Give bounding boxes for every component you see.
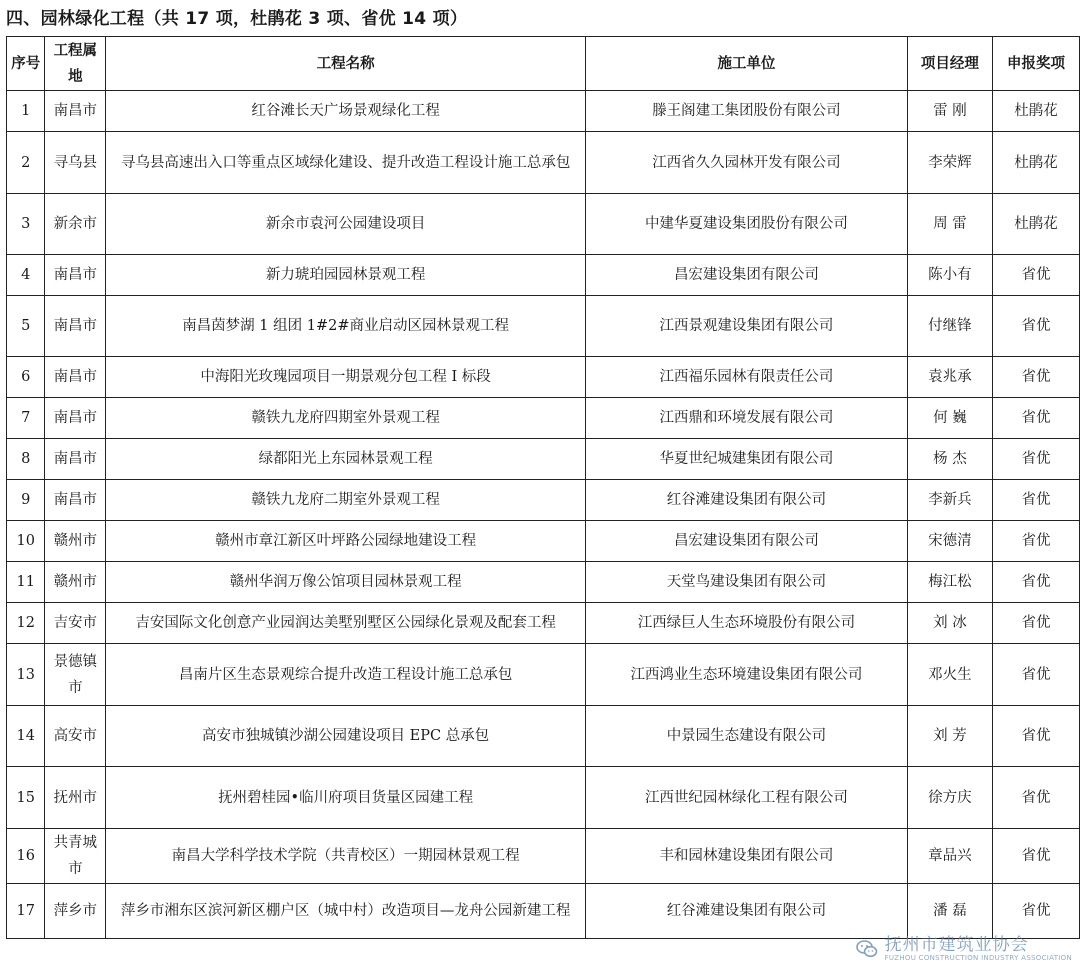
cell-unit: 江西绿巨人生态环境股份有限公司 — [586, 603, 908, 644]
cell-no: 12 — [7, 603, 45, 644]
table-row — [7, 194, 1080, 255]
cell-no: 1 — [7, 91, 45, 132]
cell-manager: 付继锋 — [907, 296, 992, 357]
cell-no: 5 — [7, 296, 45, 357]
cell-manager: 宋德清 — [907, 521, 992, 562]
cell-award: 省优 — [992, 521, 1079, 562]
cell-manager: 刘 芳 — [907, 706, 992, 767]
cell-name: 新余市袁河公园建设项目 — [106, 194, 586, 255]
table-row — [7, 439, 1080, 480]
header-location: 工程属地 — [45, 37, 106, 91]
cell-no: 3 — [7, 194, 45, 255]
cell-manager: 潘 磊 — [907, 884, 992, 939]
cell-name: 绿都阳光上东园林景观工程 — [106, 439, 586, 480]
cell-name: 抚州碧桂园•临川府项目货量区园建工程 — [106, 767, 586, 829]
cell-name: 南昌大学科学技术学院（共青校区）一期园林景观工程 — [106, 829, 586, 884]
cell-no: 17 — [7, 884, 45, 939]
cell-unit: 滕王阁建工集团股份有限公司 — [586, 91, 908, 132]
cell-location: 南昌市 — [45, 480, 106, 521]
watermark-text: 抚州市建筑业协会 — [884, 935, 1029, 955]
cell-location: 南昌市 — [45, 357, 106, 398]
cell-award: 省优 — [992, 562, 1079, 603]
cell-award: 省优 — [992, 480, 1079, 521]
cell-unit: 红谷滩建设集团有限公司 — [586, 480, 908, 521]
cell-unit: 昌宏建设集团有限公司 — [586, 255, 908, 296]
watermark-subtext: FUZHOU CONSTRUCTION INDUSTRY ASSOCIATION — [884, 954, 1072, 962]
cell-name: 新力琥珀园园林景观工程 — [106, 255, 586, 296]
cell-manager: 章品兴 — [907, 829, 992, 884]
cell-manager: 徐方庆 — [907, 767, 992, 829]
cell-unit: 江西世纪园林绿化工程有限公司 — [586, 767, 908, 829]
cell-award: 杜鹃花 — [992, 194, 1079, 255]
cell-unit: 天堂鸟建设集团有限公司 — [586, 562, 908, 603]
cell-unit: 中建华夏建设集团股份有限公司 — [586, 194, 908, 255]
cell-manager: 陈小有 — [907, 255, 992, 296]
cell-unit: 江西省久久园林开发有限公司 — [586, 132, 908, 194]
cell-location: 萍乡市 — [45, 884, 106, 939]
cell-award: 省优 — [992, 829, 1079, 884]
table-row — [7, 706, 1080, 767]
cell-unit: 江西鸿业生态环境建设集团有限公司 — [586, 644, 908, 706]
cell-manager: 何 巍 — [907, 398, 992, 439]
cell-no: 9 — [7, 480, 45, 521]
cell-award: 省优 — [992, 884, 1079, 939]
cell-location: 高安市 — [45, 706, 106, 767]
cell-name: 红谷滩长天广场景观绿化工程 — [106, 91, 586, 132]
table-row — [7, 644, 1080, 706]
cell-manager: 邓火生 — [907, 644, 992, 706]
header-unit: 施工单位 — [586, 37, 908, 91]
table-row — [7, 132, 1080, 194]
cell-name: 赣铁九龙府四期室外景观工程 — [106, 398, 586, 439]
table-header-row — [7, 37, 1080, 91]
cell-award: 省优 — [992, 255, 1079, 296]
table-row — [7, 829, 1080, 884]
cell-award: 省优 — [992, 767, 1079, 829]
table-row — [7, 480, 1080, 521]
cell-manager: 刘 冰 — [907, 603, 992, 644]
cell-location: 抚州市 — [45, 767, 106, 829]
cell-name: 寻乌县高速出入口等重点区域绿化建设、提升改造工程设计施工总承包 — [106, 132, 586, 194]
table-body — [7, 91, 1080, 939]
cell-location: 景德镇市 — [45, 644, 106, 706]
cell-name: 吉安国际文化创意产业园润达美墅别墅区公园绿化景观及配套工程 — [106, 603, 586, 644]
cell-location: 南昌市 — [45, 255, 106, 296]
cell-unit: 江西景观建设集团有限公司 — [586, 296, 908, 357]
cell-no: 16 — [7, 829, 45, 884]
header-manager: 项目经理 — [907, 37, 992, 91]
cell-no: 6 — [7, 357, 45, 398]
cell-name: 赣州市章江新区叶坪路公园绿地建设工程 — [106, 521, 586, 562]
cell-location: 南昌市 — [45, 439, 106, 480]
cell-location: 赣州市 — [45, 562, 106, 603]
cell-award: 省优 — [992, 706, 1079, 767]
table-row — [7, 884, 1080, 939]
table-row — [7, 767, 1080, 829]
cell-unit: 江西鼎和环境发展有限公司 — [586, 398, 908, 439]
cell-location: 赣州市 — [45, 521, 106, 562]
table-row — [7, 296, 1080, 357]
cell-manager: 李荣辉 — [907, 132, 992, 194]
header-no: 序号 — [7, 37, 45, 91]
cell-unit: 江西福乐园林有限责任公司 — [586, 357, 908, 398]
cell-no: 14 — [7, 706, 45, 767]
table-row — [7, 255, 1080, 296]
cell-manager: 梅江松 — [907, 562, 992, 603]
cell-no: 13 — [7, 644, 45, 706]
cell-no: 2 — [7, 132, 45, 194]
cell-no: 15 — [7, 767, 45, 829]
cell-name: 赣铁九龙府二期室外景观工程 — [106, 480, 586, 521]
cell-unit: 红谷滩建设集团有限公司 — [586, 884, 908, 939]
table-row — [7, 398, 1080, 439]
cell-award: 省优 — [992, 296, 1079, 357]
cell-location: 南昌市 — [45, 296, 106, 357]
wechat-icon — [855, 937, 879, 961]
award-table — [6, 36, 1080, 939]
cell-unit: 昌宏建设集团有限公司 — [586, 521, 908, 562]
cell-location: 南昌市 — [45, 91, 106, 132]
cell-award: 省优 — [992, 439, 1079, 480]
cell-name: 萍乡市湘东区滨河新区棚户区（城中村）改造项目—龙舟公园新建工程 — [106, 884, 586, 939]
cell-unit: 华夏世纪城建集团有限公司 — [586, 439, 908, 480]
cell-unit: 丰和园林建设集团有限公司 — [586, 829, 908, 884]
header-name: 工程名称 — [106, 37, 586, 91]
cell-no: 8 — [7, 439, 45, 480]
cell-name: 昌南片区生态景观综合提升改造工程设计施工总承包 — [106, 644, 586, 706]
table-row — [7, 521, 1080, 562]
cell-no: 11 — [7, 562, 45, 603]
cell-manager: 李新兵 — [907, 480, 992, 521]
cell-name: 中海阳光玫瑰园项目一期景观分包工程 I 标段 — [106, 357, 586, 398]
cell-award: 杜鹃花 — [992, 132, 1079, 194]
cell-no: 7 — [7, 398, 45, 439]
cell-award: 杜鹃花 — [992, 91, 1079, 132]
cell-award: 省优 — [992, 603, 1079, 644]
table-row — [7, 562, 1080, 603]
header-award: 申报奖项 — [992, 37, 1079, 91]
cell-manager: 雷 刚 — [907, 91, 992, 132]
cell-location: 新余市 — [45, 194, 106, 255]
cell-award: 省优 — [992, 357, 1079, 398]
cell-location: 南昌市 — [45, 398, 106, 439]
cell-name: 高安市独城镇沙湖公园建设项目 EPC 总承包 — [106, 706, 586, 767]
cell-manager: 杨 杰 — [907, 439, 992, 480]
section-heading: 四、园林绿化工程（共 17 项，杜鹃花 3 项、省优 14 项） — [6, 9, 468, 29]
table-row — [7, 603, 1080, 644]
cell-award: 省优 — [992, 644, 1079, 706]
cell-manager: 周 雷 — [907, 194, 992, 255]
cell-name: 南昌茵梦湖 1 组团 1#2#商业启动区园林景观工程 — [106, 296, 586, 357]
cell-location: 共青城市 — [45, 829, 106, 884]
watermark — [855, 936, 1072, 962]
cell-location: 寻乌县 — [45, 132, 106, 194]
cell-unit: 中景园生态建设有限公司 — [586, 706, 908, 767]
cell-name: 赣州华润万像公馆项目园林景观工程 — [106, 562, 586, 603]
cell-award: 省优 — [992, 398, 1079, 439]
cell-no: 10 — [7, 521, 45, 562]
cell-manager: 袁兆承 — [907, 357, 992, 398]
cell-no: 4 — [7, 255, 45, 296]
table-row — [7, 357, 1080, 398]
cell-location: 吉安市 — [45, 603, 106, 644]
table-row — [7, 91, 1080, 132]
